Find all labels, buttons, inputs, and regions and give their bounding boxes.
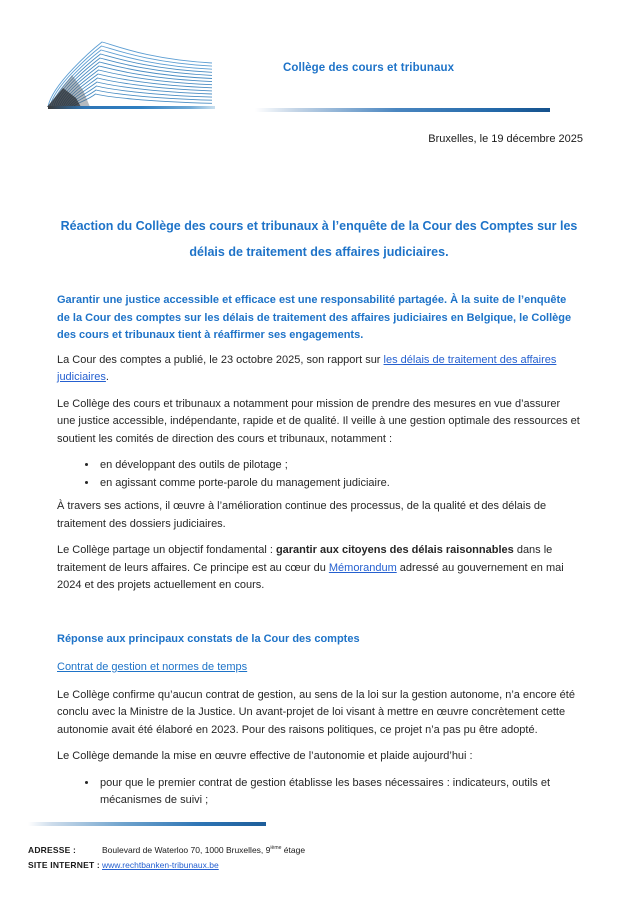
section-heading <box>57 631 581 649</box>
text-run: La Cour des comptes a publié, le 23 octobre 2025, son rapport sur <box>57 353 384 366</box>
text-run: en développant des outils de pilotage ; <box>100 459 288 471</box>
text-run: Le Collège des cours et tribunaux a notamment pour mission de prendre des mesures en vue d’assurer une justice accessible, indépendante, rapide et de qualité. Il veille à une gestion optimale des ressources et soutient les comités de direction des cours et tribunaux, notamment : <box>57 397 580 445</box>
text-run: Boulevard de Waterloo 70, 1000 Bruxelles, 9 <box>102 845 271 855</box>
body-paragraph <box>57 352 581 387</box>
org-name: Collège des cours et tribunaux <box>283 62 455 74</box>
footer-value <box>102 845 305 855</box>
text-run: étage <box>281 845 306 855</box>
footer-value <box>102 860 219 870</box>
report-link[interactable]: les délais de traitement des affaires judiciaires <box>57 353 557 383</box>
sup-run: ième <box>270 845 282 852</box>
body-paragraph <box>57 542 581 595</box>
footer-divider <box>28 822 266 826</box>
body-paragraph <box>57 292 581 345</box>
memorandum-link[interactable]: Mémorandum <box>328 561 397 574</box>
college-logo <box>45 33 215 110</box>
logo-baseline-bar <box>48 106 215 110</box>
bullet-item <box>98 457 581 475</box>
date-line: Bruxelles, le 19 décembre 2025 <box>428 133 583 145</box>
sub-section-heading <box>57 659 581 677</box>
footer-label: ADRESSE : <box>28 845 77 855</box>
text-run: pour que le premier contrat de gestion établisse les bases nécessaires : indicateurs, outils et mécanismes de suivi ; <box>100 776 551 806</box>
document-body <box>57 213 581 816</box>
text-run: . <box>105 371 109 383</box>
bullet-list <box>57 457 581 492</box>
bullet-item <box>98 475 581 493</box>
document-title: Réaction du Collège des cours et tribunaux à l’enquête de la Cour des Comptes sur les délais de traitement des affaires judiciaires. <box>60 219 578 259</box>
body-paragraph <box>57 687 581 740</box>
text-run: Le Collège confirme qu’aucun contrat de gestion, au sens de la loi sur la gestion autonome, n’a encore été conclu avec la Ministre de la Justice. Un avant-projet de loi visant à mettre en œuvre concrètement cette autonomie avait été élaboré en 2023. Pour des raisons politiques, ce projet n’a pas pu être adopté. <box>57 688 575 736</box>
college-logo-curves <box>45 33 215 110</box>
bullet-item <box>98 775 581 810</box>
body-paragraph <box>57 396 581 449</box>
text-run: Le Collège partage un objectif fondamental : <box>57 544 276 556</box>
text-run: Réponse aux principaux constats de la Cour des comptes <box>57 632 360 645</box>
text-run: Le Collège demande la mise en œuvre effective de l’autonomie et plaide aujourd’hui : <box>57 750 473 762</box>
document-blocks <box>57 292 581 810</box>
text-run: en agissant comme porte-parole du management judiciaire. <box>100 476 390 489</box>
footer-row <box>28 858 305 873</box>
text-run: Garantir une justice accessible et efficace est une responsabilité partagée. À la suite de l’enquête de la Cour des comptes sur les délais de traitement des affaires judiciaires en Belgique, le Collège des cours et tribunaux tient à réaffirmer ses engagements. <box>57 294 572 341</box>
bold-run: garantir aux citoyens des délais raisonnables <box>275 544 514 556</box>
text-run: dans le traitement de leurs affaires. Ce principe est au cœur du <box>57 544 553 574</box>
contrat-de-gestion-link[interactable]: Contrat de gestion et normes de temps <box>57 661 248 673</box>
footer-info <box>28 843 305 873</box>
text-run: À travers ses actions, il œuvre à l’amélioration continue des processus, de la qualité et des délais de traitement des dossiers judiciaires. <box>57 500 547 530</box>
website-link[interactable]: www.rechtbanken-tribunaux.be <box>102 860 219 870</box>
header-divider <box>255 108 550 112</box>
footer-label: SITE INTERNET : <box>28 860 100 870</box>
body-paragraph <box>57 748 581 766</box>
body-paragraph <box>57 498 581 533</box>
footer-row <box>28 843 305 858</box>
text-run: adressé au gouvernement en mai 2024 et des projets actuellement en cours. <box>57 561 564 591</box>
bullet-list <box>57 775 581 810</box>
